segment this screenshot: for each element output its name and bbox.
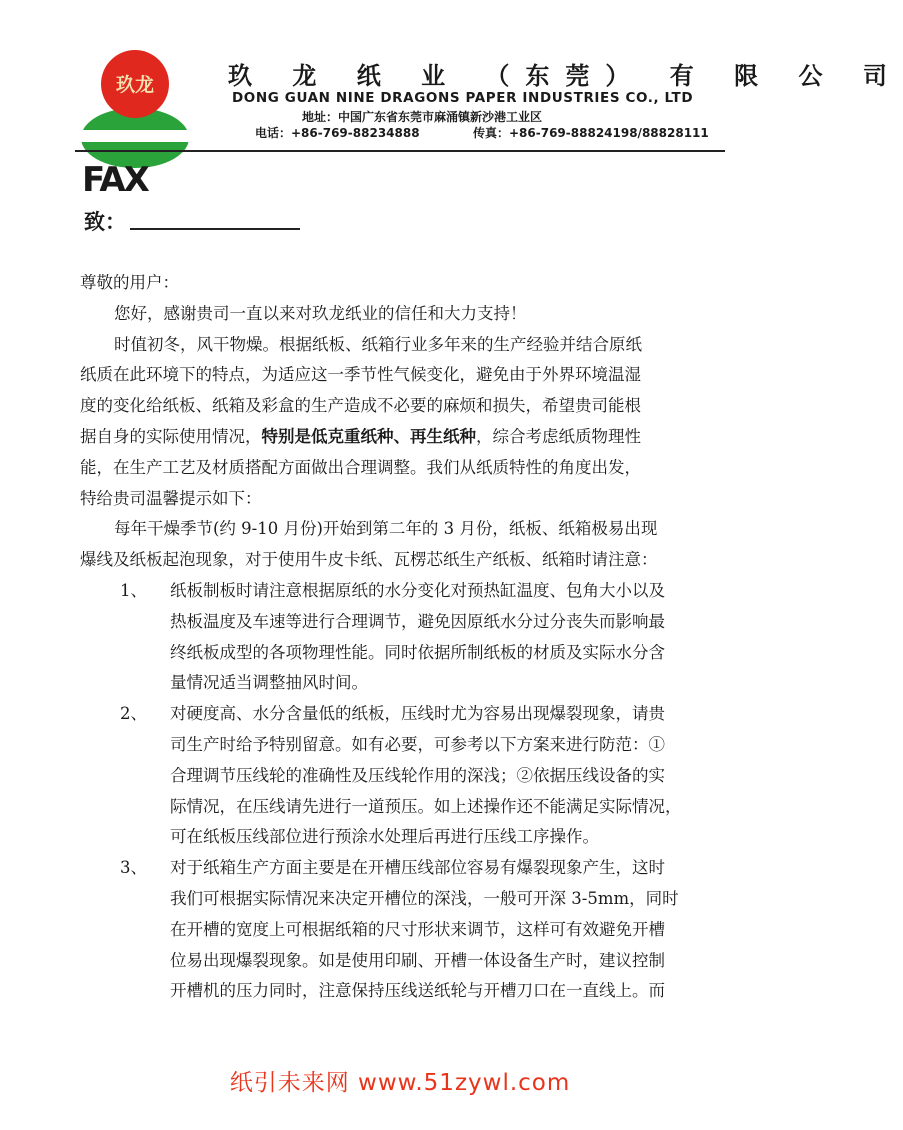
doc-title: FAX xyxy=(82,160,148,200)
header-divider xyxy=(75,150,725,152)
paragraph-line: 纸质在此环境下的特点，为适应这一季节性气候变化，避免由于外界环境温湿 xyxy=(80,365,641,385)
list-item-line xyxy=(80,699,740,730)
list-item-line: 终纸板成型的各项物理性能。同时依据所制纸板的材质及实际水分含 xyxy=(170,642,665,662)
list-number: 3、 xyxy=(120,858,147,878)
recipient-label: 致： xyxy=(84,209,126,234)
company-address: 地址：中国广东省东莞市麻涌镇新沙港工业区 xyxy=(302,110,543,124)
list-item-line: 合理调节压线轮的准确性及压线轮作用的深浅；②依据压线设备的实 xyxy=(170,765,665,785)
list-item xyxy=(80,576,740,699)
list-text: 对于纸箱生产方面主要是在开槽压线部位容易有爆裂现象产生，这时 xyxy=(170,858,665,878)
list-item-line: 开槽机的压力同时，注意保持压线送纸轮与开槽刀口在一直线上。而 xyxy=(170,981,665,1001)
text-span: ，综合考虑纸质物理性 xyxy=(476,426,641,446)
list-item xyxy=(80,699,740,853)
company-name-cn: 玖 龙 纸 业 （东莞） 有 限 公 司 xyxy=(228,62,903,90)
watermark-footer: 纸引未来网 www.51zywl.com xyxy=(229,1070,571,1096)
list-item-line: 在开槽的宽度上可根据纸箱的尺寸形状来调节，这样可有效避免开槽 xyxy=(170,919,665,939)
list-item-line: 热板温度及车速等进行合理调节，避免因原纸水分过分丧失而影响最 xyxy=(170,611,665,631)
company-name-en: DONG GUAN NINE DRAGONS PAPER INDUSTRIES CO., LTD xyxy=(232,90,694,106)
list-number: 2、 xyxy=(120,704,147,724)
paragraph-line: 特给贵司温馨提示如下： xyxy=(80,488,262,508)
list-item-line: 我们可根据实际情况来决定开槽位的深浅，一般可开深 3-5mm，同时 xyxy=(170,888,679,908)
paragraph-line: 每年干燥季节(约 9-10 月份)开始到第二年的 3 月份，纸板、纸箱极易出现 xyxy=(114,519,658,539)
list-item-line: 可在纸板压线部位进行预涂水处理后再进行压线工序操作。 xyxy=(170,827,599,847)
salutation: 尊敬的用户： xyxy=(80,273,179,292)
logo-text: 玖龙 xyxy=(115,74,155,96)
list-item-line: 位易出现爆裂现象。如是使用印刷、开槽一体设备生产时，建议控制 xyxy=(170,950,665,970)
phone-number: 电话：+86-769-88234888 xyxy=(255,126,420,140)
list-item xyxy=(80,853,740,1007)
paragraph-line xyxy=(80,422,740,453)
list-item-line xyxy=(80,853,740,884)
list-text: 纸板制板时请注意根据原纸的水分变化对预热缸温度、包角大小以及 xyxy=(170,580,665,600)
emphasis-text: 特别是低克重纸种、再生纸种 xyxy=(261,426,476,446)
text-span: 据自身的实际使用情况， xyxy=(80,426,262,446)
paragraph-line: 时值初冬，风干物燥。根据纸板、纸箱行业多年来的生产经验并结合原纸 xyxy=(114,334,642,354)
list-item-line: 量情况适当调整抽风时间。 xyxy=(170,673,368,693)
letter-body xyxy=(80,268,740,1007)
list-item-line xyxy=(80,576,740,607)
paragraph-line: 能，在生产工艺及材质搭配方面做出合理调整。我们从纸质特性的角度出发， xyxy=(80,457,641,477)
contact-row xyxy=(255,124,709,141)
fax-number: 传真：+86-769-88824198/88828111 xyxy=(473,126,709,140)
list-text: 对硬度高、水分含量低的纸板，压线时尤为容易出现爆裂现象，请贵 xyxy=(170,704,665,724)
paragraph-line: 度的变化给纸板、纸箱及彩盒的生产造成不必要的麻烦和损失，希望贵司能根 xyxy=(80,396,641,416)
letterhead xyxy=(0,0,903,150)
paragraph-line: 爆线及纸板起泡现象，对于使用牛皮卡纸、瓦楞芯纸生产纸板、纸箱时请注意： xyxy=(80,550,658,570)
list-item-line: 际情况，在压线请先进行一道预压。如上述操作还不能满足实际情况， xyxy=(170,796,682,816)
recipient-blank-line xyxy=(130,228,300,230)
list-item-line: 司生产时给予特别留意。如有必要，可参考以下方案来进行防范：① xyxy=(170,734,665,754)
company-logo xyxy=(80,46,190,142)
list-number: 1、 xyxy=(120,580,147,600)
greeting: 您好，感谢贵司一直以来对玖龙纸业的信任和大力支持！ xyxy=(114,303,527,323)
